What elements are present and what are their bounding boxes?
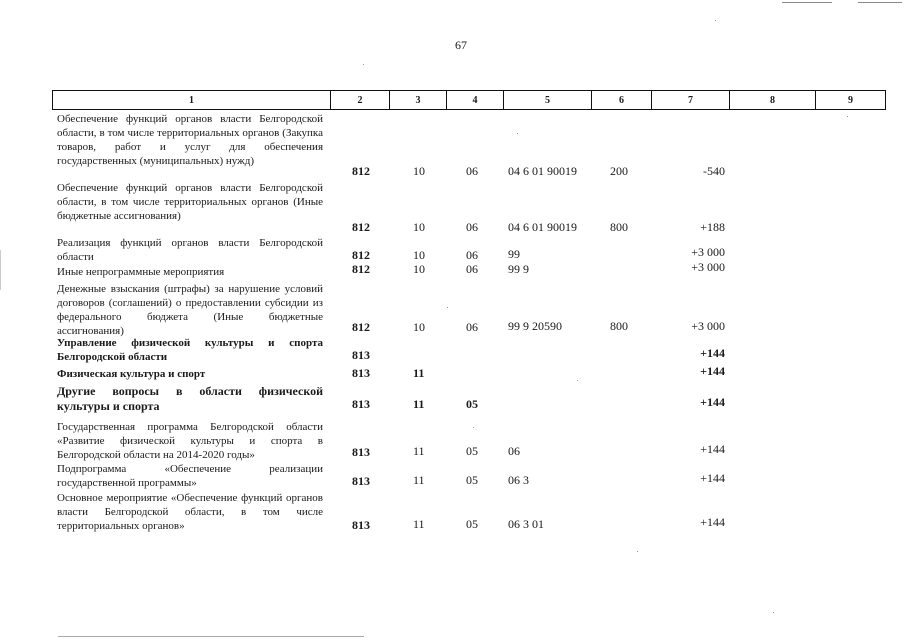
row-name: Подпрограмма «Обеспечение реализации государственной программы» bbox=[57, 463, 323, 489]
scan-speck bbox=[447, 307, 448, 308]
cell-subsection: 06 bbox=[466, 220, 478, 234]
row-name: Иные непрограммные мероприятия bbox=[57, 266, 225, 278]
cell-code: 812 bbox=[352, 320, 370, 334]
cell-subsection: 05 bbox=[466, 397, 478, 411]
cell-amount: +3 000 bbox=[691, 260, 725, 274]
cell-subsection: 06 bbox=[466, 320, 478, 334]
cell-target-article: 04 6 01 90019 bbox=[508, 220, 577, 234]
cell-section: 10 bbox=[413, 320, 425, 334]
cell-section: 11 bbox=[413, 444, 425, 458]
row-name: Государственная программа Белгородской области «Развитие физической культуры и спорта в Белгородской области на 2014-2020 годы» bbox=[57, 421, 323, 461]
cell-subsection: 06 bbox=[466, 262, 478, 276]
column-header-6: 6 bbox=[592, 91, 652, 110]
cell-section: 11 bbox=[413, 517, 425, 531]
cell-section: 10 bbox=[413, 262, 425, 276]
column-header-2: 2 bbox=[331, 91, 390, 110]
cell-subsection: 06 bbox=[466, 248, 478, 262]
cell-amount: +144 bbox=[700, 395, 725, 409]
cell-code: 813 bbox=[352, 366, 370, 380]
cell-subsection: 06 bbox=[466, 164, 478, 178]
cell-code: 812 bbox=[352, 262, 370, 276]
cell-amount: -540 bbox=[703, 164, 725, 178]
cell-target-article: 06 bbox=[508, 444, 520, 458]
row-name: Денежные взыскания (штрафы) за нарушение условий договоров (соглашений) о предоставлении субсидии из федерального бюджета (Иные бюджетные ассигнования) bbox=[57, 283, 323, 337]
scan-speck bbox=[517, 133, 518, 134]
header-row bbox=[53, 91, 886, 110]
cell-code: 812 bbox=[352, 220, 370, 234]
cell-subsection: 05 bbox=[466, 517, 478, 531]
row-name: Обеспечение функций органов власти Белгородской области, в том числе территориальных органов (Закупка товаров, работ и услуг для обеспечения государственных (муниципальных) нужд) bbox=[57, 113, 323, 167]
scan-speck bbox=[473, 427, 474, 428]
scan-speck bbox=[363, 64, 364, 65]
cell-expense-type: 200 bbox=[610, 164, 628, 178]
cell-target-article: 06 3 bbox=[508, 473, 529, 487]
scan-speck bbox=[637, 551, 638, 552]
cell-amount: +144 bbox=[700, 346, 725, 360]
column-header-5: 5 bbox=[504, 91, 592, 110]
cell-code: 813 bbox=[352, 474, 370, 488]
scan-speck bbox=[715, 20, 716, 21]
column-header-3: 3 bbox=[390, 91, 447, 110]
cell-amount: +144 bbox=[700, 471, 725, 485]
cell-code: 812 bbox=[352, 248, 370, 262]
column-header-9: 9 bbox=[816, 91, 886, 110]
cell-subsection: 05 bbox=[466, 444, 478, 458]
cell-section: 11 bbox=[413, 366, 425, 380]
cell-target-article: 99 9 20590 bbox=[508, 319, 562, 333]
cell-section: 10 bbox=[413, 164, 425, 178]
cell-section: 10 bbox=[413, 248, 425, 262]
cell-amount: +144 bbox=[700, 442, 725, 456]
scan-artifact-mark bbox=[0, 250, 1, 290]
cell-code: 813 bbox=[352, 518, 370, 532]
cell-expense-type: 800 bbox=[610, 319, 628, 333]
cell-target-article: 06 3 01 bbox=[508, 517, 544, 531]
cell-amount: +3 000 bbox=[691, 245, 725, 259]
row-name: Другие вопросы в области физической культуры и спорта bbox=[57, 384, 323, 413]
scan-artifact-line bbox=[782, 2, 832, 3]
cell-amount: +144 bbox=[700, 515, 725, 529]
cell-target-article: 99 bbox=[508, 247, 520, 261]
cell-target-article: 99 9 bbox=[508, 262, 529, 276]
column-header-7: 7 bbox=[652, 91, 730, 110]
scan-artifact-line bbox=[58, 636, 364, 637]
row-name: Основное мероприятие «Обеспечение функций органов власти Белгородской области, в том числе территориальных органов» bbox=[57, 492, 323, 532]
cell-code: 813 bbox=[352, 397, 370, 411]
scan-speck bbox=[577, 380, 578, 381]
cell-code: 813 bbox=[352, 445, 370, 459]
page-number: 67 bbox=[455, 38, 467, 52]
scan-speck bbox=[847, 116, 848, 117]
cell-code: 813 bbox=[352, 348, 370, 362]
column-header-8: 8 bbox=[730, 91, 816, 110]
scan-speck bbox=[773, 612, 774, 613]
column-header-4: 4 bbox=[447, 91, 504, 110]
row-name: Обеспечение функций органов власти Белгородской области, в том числе территориальных органов (Иные бюджетные ассигнования) bbox=[57, 182, 323, 222]
column-header-1: 1 bbox=[53, 91, 331, 110]
cell-section: 11 bbox=[413, 473, 425, 487]
cell-section: 10 bbox=[413, 220, 425, 234]
cell-code: 812 bbox=[352, 164, 370, 178]
cell-expense-type: 800 bbox=[610, 220, 628, 234]
cell-amount: +188 bbox=[700, 220, 725, 234]
cell-amount: +3 000 bbox=[691, 319, 725, 333]
column-header-table bbox=[52, 90, 886, 110]
row-name: Управление физической культуры и спорта Белгородской области bbox=[57, 337, 323, 363]
cell-target-article: 04 6 01 90019 bbox=[508, 164, 577, 178]
row-name: Физическая культура и спорт bbox=[57, 368, 206, 380]
cell-amount: +144 bbox=[700, 364, 725, 378]
cell-section: 11 bbox=[413, 397, 425, 411]
scan-artifact-line bbox=[858, 2, 902, 3]
row-name: Реализация функций органов власти Белгородской области bbox=[57, 237, 323, 263]
cell-subsection: 05 bbox=[466, 473, 478, 487]
